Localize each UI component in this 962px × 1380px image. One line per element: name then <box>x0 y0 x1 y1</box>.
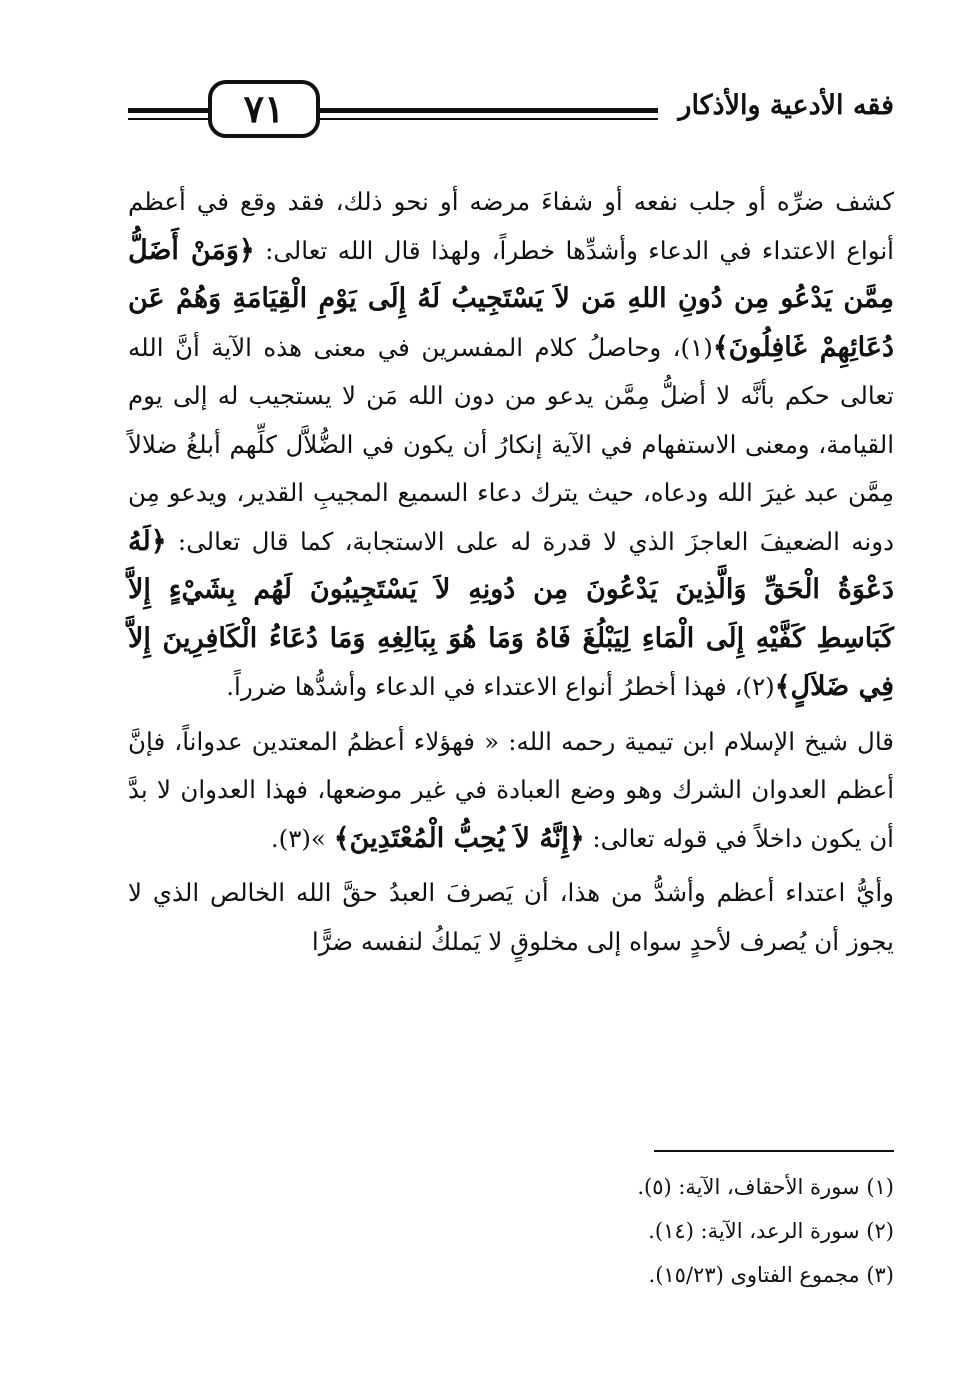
text-run: كشف ضرِّه أو جلب نفعه أو شفاءَ مرضه أو نحو ذلك، فقد وقع في أعظم أنواع الاعتداء في الدعاء وأشدِّها خطراً، ولهذا قال الله تعالى: <box>128 187 894 265</box>
footnote: (٣) مجموع الفتاوى (١٥/٢٣). <box>648 1263 894 1287</box>
page-number: ٧١ <box>208 80 320 138</box>
text-run: وأيُّ اعتداء أعظم وأشدُّ من هذا، أن يَصرفَ العبدُ حقَّ الله الخالص الذي لا يجوز أن يُصرف لأحدٍ سواه إلى مخلوقٍ لا يَملكُ لنفسه ضرًّا <box>128 878 894 956</box>
paragraph <box>128 718 894 864</box>
text-run: (١)، وحاصلُ كلام المفسرين في معنى هذه الآية أنَّ الله تعالى حكم بأنَّه لا أضلُّ مِمَّن يدعو من دون الله مَن لا يستجيب له إلى يوم القيامة، ومعنى الاستفهام في الآية إنكارُ أن يكون في الضُّلاَّل كلِّهم أبلغُ ضلالاً مِمَّن عبد غيرَ الله ودعاه، حيث يترك دعاء السميع المجيبِ القدير، ويدعو مِن دونه الضعيفَ العاجزَ الذي لا قدرة له على الاستجابة، كما قال تعالى: <box>128 332 894 556</box>
header-rule-left-thin <box>128 118 210 120</box>
quran-verse: ﴿وَمَنْ أَضَلُّ مِمَّن يَدْعُو مِن دُونِ اللهِ مَن لاَ يَسْتَجِيبُ لَهُ إِلَى يَوْمِ الْقِيَامَةِ وَهُمْ عَن دُعَائِهِمْ غَافِلُونَ﴾ <box>128 234 894 363</box>
text-run: قال شيخ الإسلام ابن تيمية رحمه الله: « فهؤلاء أعظمُ المعتدين عدواناً، فإنَّ أعظم العدوان الشرك وهو وضع العبادة في غير موضعها، فهذا العدوان لا بدَّ أن يكون داخلاً في قوله تعالى: <box>128 726 894 853</box>
quran-verse: ﴿إِنَّهُ لاَ يُحِبُّ الْمُعْتَدِينَ﴾ <box>333 822 585 854</box>
footnote: (٢) سورة الرعد، الآية: (١٤). <box>648 1219 894 1243</box>
header-rule-right <box>318 108 658 113</box>
paragraph <box>128 869 894 966</box>
footnote-separator <box>654 1150 894 1152</box>
main-text <box>128 178 894 972</box>
footnote: (١) سورة الأحقاف، الآية: (٥). <box>637 1175 894 1199</box>
paragraph <box>128 178 894 712</box>
text-run: (٢)، فهذا أخطرُ أنواع الاعتداء في الدعاء وأشدُّها ضرراً. <box>226 672 775 701</box>
header-rule-left <box>128 108 210 113</box>
running-title: فقه الأدعية والأذكار <box>678 90 894 121</box>
quran-verse: ﴿لَهُ دَعْوَةُ الْحَقِّ وَالَّذِينَ يَدْعُونَ مِن دُونِهِ لاَ يَسْتَجِيبُونَ لَهُم بِشَيْءٍ إِلاَّ كَبَاسِطِ كَفَّيْهِ إِلَى الْمَاءِ لِيَبْلُغَ فَاهُ وَمَا هُوَ بِبَالِغِهِ وَمَا دُعَاءُ الْكَافِرِينَ إِلاَّ فِي ضَلاَلٍ﴾ <box>128 525 894 702</box>
header-rule-right-thin <box>318 118 658 120</box>
footnotes <box>394 1165 894 1297</box>
page-header <box>128 80 894 150</box>
text-run: »(٣). <box>270 823 334 853</box>
